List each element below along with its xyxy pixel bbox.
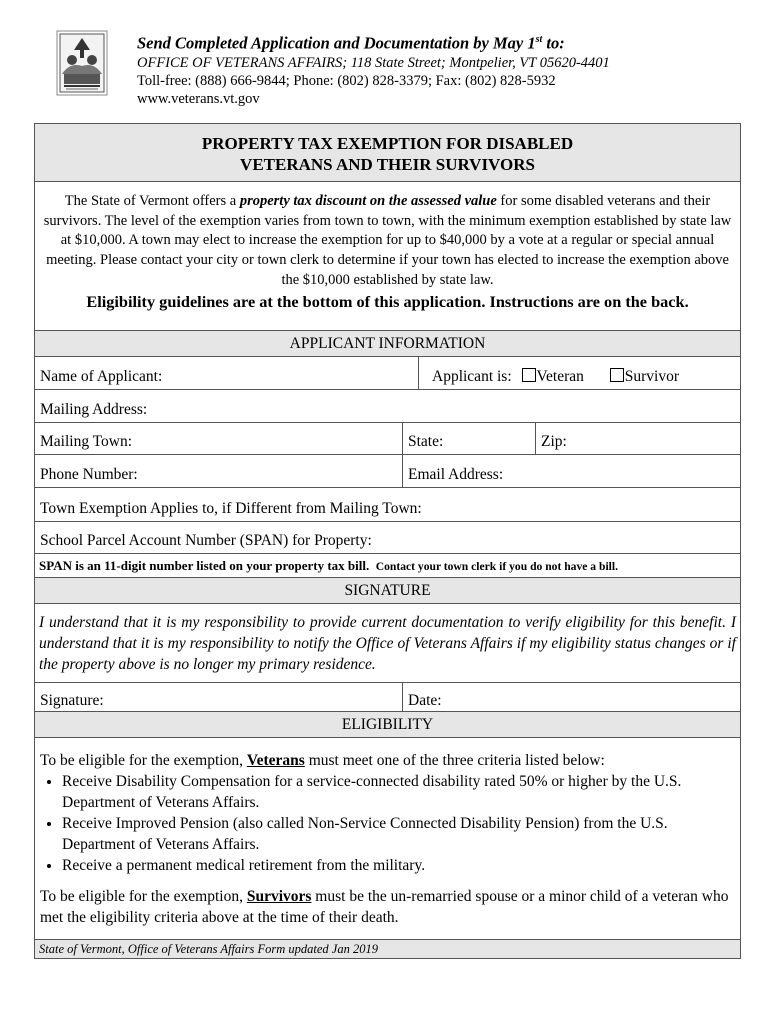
veteran-option-label: Veteran bbox=[536, 368, 584, 385]
application-form bbox=[34, 123, 741, 959]
contact-phones: Toll-free: (888) 666-9844; Phone: (802) 828-3379; Fax: (802) 828-5932 bbox=[137, 72, 556, 89]
veterans-criteria-intro: To be eligible for the exemption, Veterans must meet one of the three criteria listed below: bbox=[40, 752, 605, 769]
list-item: • Receive a permanent medical retirement from the military. bbox=[62, 855, 734, 876]
phone-email-row bbox=[35, 455, 740, 488]
mailing-town-field[interactable]: Mailing Town: bbox=[40, 433, 133, 450]
list-item: • Receive Improved Pension (also called Non-Service Connected Disability Pension) from the U.S. Department of Veterans Affairs. bbox=[62, 813, 734, 855]
span-field[interactable]: School Parcel Account Number (SPAN) for Property: bbox=[35, 522, 740, 554]
veteran-checkbox[interactable] bbox=[522, 368, 536, 382]
eligibility-section-heading: ELIGIBILITY bbox=[35, 712, 740, 738]
state-field[interactable]: State: bbox=[402, 423, 535, 454]
signature-field[interactable]: Signature: bbox=[40, 692, 104, 709]
guidelines-note: Eligibility guidelines are at the bottom of this application. Instructions are on the back. bbox=[86, 291, 689, 311]
name-row bbox=[35, 357, 740, 390]
town-state-zip-row bbox=[35, 423, 740, 455]
applicant-is-label: Applicant is: bbox=[432, 368, 512, 385]
town-exemption-field[interactable]: Town Exemption Applies to, if Different from Mailing Town: bbox=[35, 488, 740, 522]
form-title bbox=[35, 124, 740, 182]
survivor-checkbox[interactable] bbox=[610, 368, 624, 382]
survivors-criteria: To be eligible for the exemption, Survivors must be the un-remarried spouse or a minor child of a veteran who met the eligibility criteria above at the time of their death. bbox=[40, 888, 729, 926]
signature-section-heading: SIGNATURE bbox=[35, 578, 740, 604]
span-note: SPAN is an 11-digit number listed on your property tax bill. Contact your town clerk if you do not have a bill. bbox=[35, 554, 740, 578]
vermont-seal-icon bbox=[56, 30, 108, 96]
form-footer: State of Vermont, Office of Veterans Affairs Form updated Jan 2019 bbox=[35, 940, 740, 958]
applicant-type-group bbox=[418, 357, 740, 389]
zip-field[interactable]: Zip: bbox=[535, 423, 740, 454]
signature-date-row bbox=[35, 682, 740, 712]
document-header bbox=[0, 0, 770, 120]
survivor-option-label: Survivor bbox=[624, 368, 679, 385]
website-link[interactable]: www.veterans.vt.gov bbox=[137, 90, 260, 107]
intro-paragraph: The State of Vermont offers a property tax discount on the assessed value for some disabled veterans and their survivors. The level of the exemption varies from town to town, with the minimum exemption established by state law at $10,000. A town may elect to increase the exemption for up to $40,000 by a vote at a regular or special annual meeting. Please contact your city or town clerk to determine if your town has elected to increase the exemption above the $10,000 established by state law. Eligibility guidelines are at the bottom of this application. Instructions are on the back. bbox=[35, 182, 740, 331]
responsibility-statement: I understand that it is my responsibility to provide current documentation to verify eligibility for this benefit. I understand that it is my responsibility to notify the Office of Veterans Affairs if my eligibility status changes or if the property above is no longer my primary residence. bbox=[39, 614, 736, 673]
email-field[interactable]: Email Address: bbox=[402, 455, 740, 487]
criteria-list bbox=[40, 771, 734, 876]
applicant-section-heading: APPLICANT INFORMATION bbox=[35, 331, 740, 357]
date-field[interactable]: Date: bbox=[402, 683, 740, 711]
send-instructions-title: Send Completed Application and Documentation by May 1st to: bbox=[137, 33, 565, 53]
eligibility-text bbox=[35, 738, 740, 940]
form-title-line1: PROPERTY TAX EXEMPTION FOR DISABLED bbox=[201, 134, 574, 153]
office-address: OFFICE OF VETERANS AFFAIRS; 118 State Street; Montpelier, VT 05620-4401 bbox=[137, 54, 610, 71]
name-field[interactable]: Name of Applicant: bbox=[40, 368, 163, 385]
list-item: • Receive Disability Compensation for a service-connected disability rated 50% or higher by the U.S. Department of Veterans Affairs. bbox=[62, 771, 734, 813]
phone-field[interactable]: Phone Number: bbox=[40, 466, 138, 483]
mailing-address-field[interactable]: Mailing Address: bbox=[35, 390, 740, 423]
form-title-line2: VETERANS AND THEIR SURVIVORS bbox=[240, 155, 535, 174]
